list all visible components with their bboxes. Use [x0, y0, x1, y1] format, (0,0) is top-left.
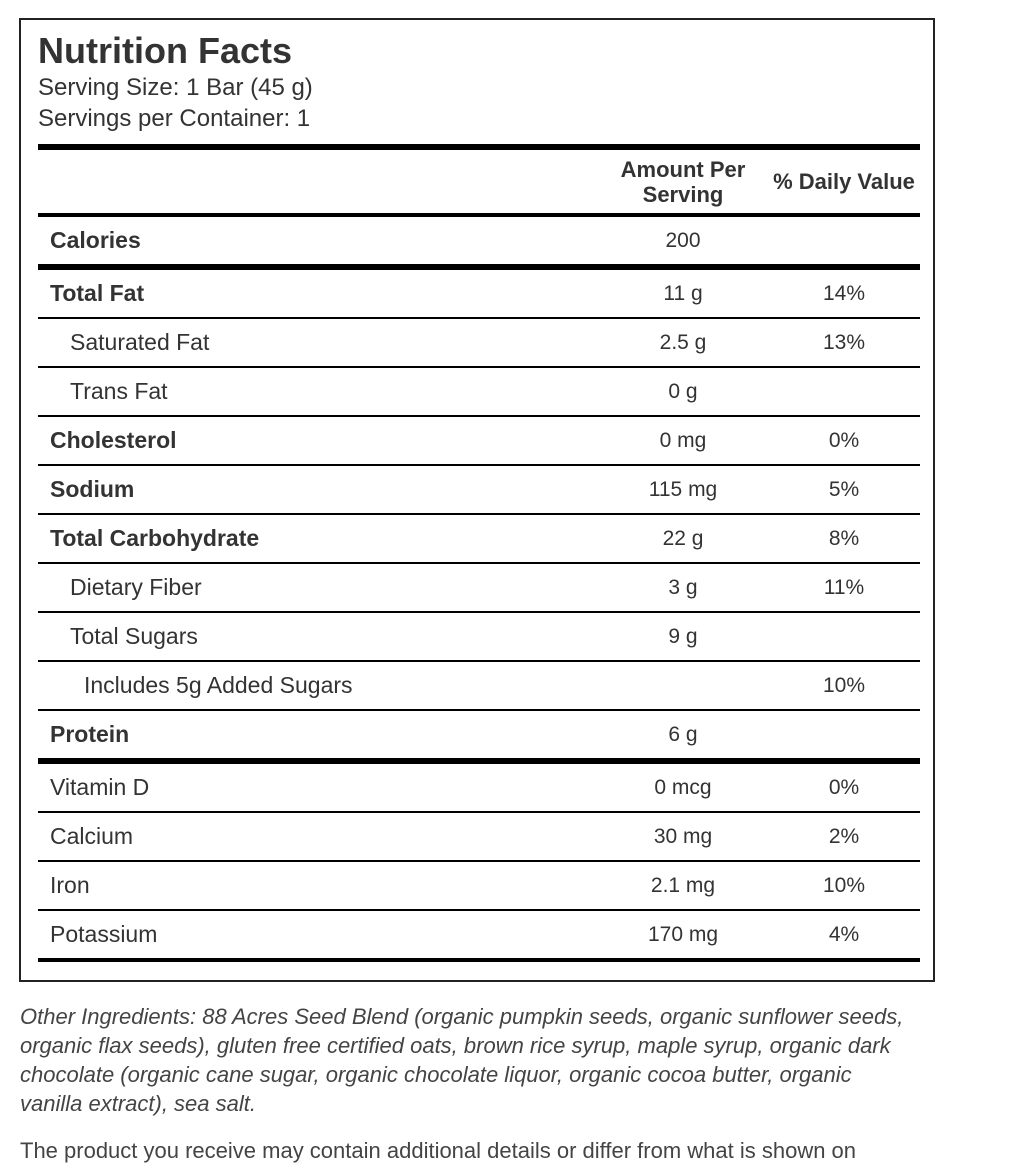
table-row — [38, 761, 920, 812]
table-row — [38, 465, 920, 514]
table-row — [38, 661, 920, 710]
nutrient-daily-value: 0% — [768, 761, 920, 812]
nutrient-amount: 170 mg — [598, 910, 768, 960]
nutrient-daily-value: 11% — [768, 563, 920, 612]
nutrient-daily-value: 10% — [768, 661, 920, 710]
nutrient-name: Dietary Fiber — [38, 563, 598, 612]
nutrient-name: Calories — [38, 215, 598, 267]
header-nutrient — [38, 147, 598, 215]
nutrient-amount: 2.5 g — [598, 318, 768, 367]
nutrition-table-header — [38, 147, 920, 215]
table-row — [38, 710, 920, 761]
nutrient-name: Total Carbohydrate — [38, 514, 598, 563]
nutrient-name: Trans Fat — [38, 367, 598, 416]
nutrient-name: Includes 5g Added Sugars — [38, 661, 598, 710]
nutrient-amount: 22 g — [598, 514, 768, 563]
nutrient-daily-value: 14% — [768, 267, 920, 318]
nutrient-name: Cholesterol — [38, 416, 598, 465]
nutrient-name: Total Fat — [38, 267, 598, 318]
nutrient-amount: 3 g — [598, 563, 768, 612]
header-amount-per-serving: Amount Per Serving — [598, 147, 768, 215]
nutrient-amount: 30 mg — [598, 812, 768, 861]
nutrient-amount: 2.1 mg — [598, 861, 768, 910]
nutrient-daily-value: 2% — [768, 812, 920, 861]
servings-per-container: Servings per Container: 1 — [38, 105, 311, 132]
nutrient-daily-value — [768, 367, 920, 416]
nutrient-name: Total Sugars — [38, 612, 598, 661]
nutrient-amount: 9 g — [598, 612, 768, 661]
serving-size: Serving Size: 1 Bar (45 g) — [38, 74, 313, 101]
nutrient-name: Iron — [38, 861, 598, 910]
table-row — [38, 267, 920, 318]
nutrition-facts-label — [19, 18, 935, 982]
nutrient-amount: 0 g — [598, 367, 768, 416]
nutrient-daily-value: 5% — [768, 465, 920, 514]
nutrient-daily-value: 13% — [768, 318, 920, 367]
nutrient-amount — [598, 661, 768, 710]
table-row — [38, 812, 920, 861]
nutrient-amount: 11 g — [598, 267, 768, 318]
table-row — [38, 318, 920, 367]
product-disclaimer: The product you receive may contain additional details or differ from what is shown on — [20, 1138, 857, 1163]
nutrient-daily-value — [768, 612, 920, 661]
nutrient-amount: 0 mcg — [598, 761, 768, 812]
nutrient-daily-value: 10% — [768, 861, 920, 910]
nutrient-daily-value — [768, 710, 920, 761]
table-row — [38, 514, 920, 563]
table-row — [38, 910, 920, 960]
table-row — [38, 416, 920, 465]
nutrition-table — [38, 144, 920, 962]
nutrient-daily-value — [768, 215, 920, 267]
header-daily-value: % Daily Value — [768, 147, 920, 215]
nutrient-amount: 200 — [598, 215, 768, 267]
nutrient-daily-value: 8% — [768, 514, 920, 563]
table-row — [38, 861, 920, 910]
nutrient-amount: 115 mg — [598, 465, 768, 514]
nutrition-facts-title: Nutrition Facts — [38, 30, 293, 71]
other-ingredients: Other Ingredients: 88 Acres Seed Blend (organic pumpkin seeds, organic sunflower seeds, organic flax seeds), gluten free certified oats, brown rice syrup, maple syrup, organic dark chocolate (organic cane sugar, organic chocolate liquor, organic cocoa butter, organic vanilla extract), sea salt. — [20, 1004, 904, 1116]
table-row — [38, 563, 920, 612]
nutrient-amount: 0 mg — [598, 416, 768, 465]
nutrient-name: Saturated Fat — [38, 318, 598, 367]
table-row — [38, 215, 920, 267]
nutrient-name: Calcium — [38, 812, 598, 861]
table-row — [38, 612, 920, 661]
nutrient-name: Vitamin D — [38, 761, 598, 812]
nutrient-daily-value: 0% — [768, 416, 920, 465]
nutrient-amount: 6 g — [598, 710, 768, 761]
nutrient-name: Sodium — [38, 465, 598, 514]
nutrient-daily-value: 4% — [768, 910, 920, 960]
nutrient-name: Potassium — [38, 910, 598, 960]
nutrient-name: Protein — [38, 710, 598, 761]
table-row — [38, 367, 920, 416]
